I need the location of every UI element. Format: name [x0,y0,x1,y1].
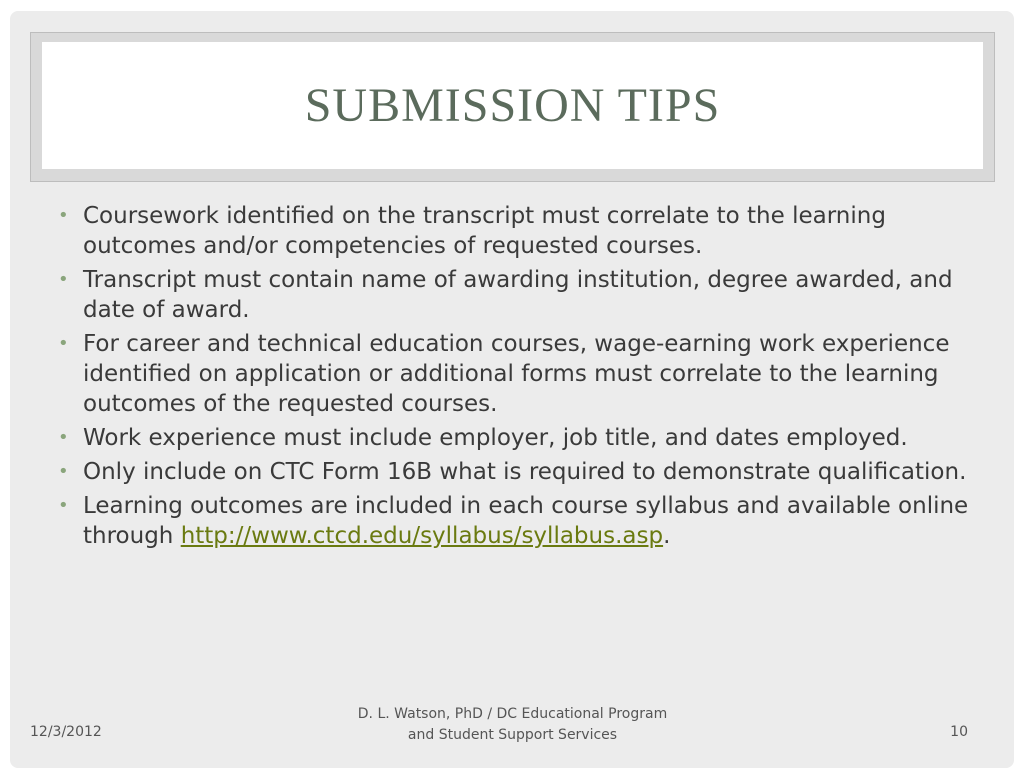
footer-presenter: D. L. Watson, PhD / DC Educational Program and Student Support Services [357,706,668,743]
bullet-item [53,457,988,487]
footer-page-number: 10 [950,724,968,740]
bullet-icon: • [58,333,69,354]
bullet-text: Transcript must contain name of awarding institution, degree awarded, and date of award. [83,267,953,323]
bullet-text: Only include on CTC Form 16B what is required to demonstrate qualification. [83,459,967,485]
slide-title: SUBMISSION TIPS [304,79,721,132]
bullet-text-end: . [663,523,671,549]
bullet-icon: • [58,461,69,482]
slide [10,11,1014,768]
bullet-icon: • [58,495,69,516]
footer-date: 12/3/2012 [30,724,102,740]
title-box [42,42,983,169]
bullet-item [53,265,988,325]
bullet-text: For career and technical education courses, wage-earning work experience identified on application or additional forms must correlate to the learning outcomes of the requested courses. [83,331,950,417]
syllabus-link[interactable]: http://www.ctcd.edu/syllabus/syllabus.asp [180,523,664,549]
bullet-list [53,201,988,555]
bullet-item [53,329,988,419]
bullet-text: Work experience must include employer, job title, and dates employed. [83,425,908,451]
bullet-icon: • [58,205,69,226]
title-frame [30,32,995,182]
bullet-item [53,201,988,261]
bullet-icon: • [58,427,69,448]
bullet-text: Learning outcomes are included in each course syllabus and available online through [83,493,969,549]
bullet-text: Coursework identified on the transcript must correlate to the learning outcomes and/or competencies of requested courses. [83,203,886,259]
bullet-item [53,423,988,453]
bullet-icon: • [58,269,69,290]
bullet-item [53,491,988,551]
